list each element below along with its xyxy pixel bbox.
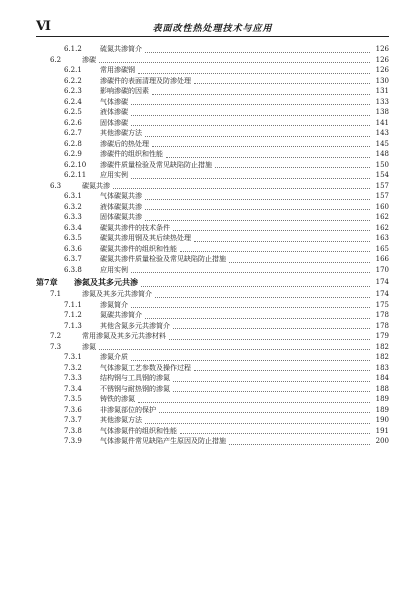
toc-entry-page: 200 [375, 437, 389, 445]
toc-section-entry [36, 342, 389, 353]
toc-subsection-entry [36, 254, 389, 265]
toc-dot-leader [145, 52, 370, 53]
toc-entry-page: 131 [375, 87, 389, 95]
toc-entry-number: 6.3.7 [64, 255, 82, 263]
toc-subsection-entry [36, 310, 389, 321]
toc-entry-page: 165 [375, 244, 389, 253]
toc-entry-title: 渗碳 [82, 55, 96, 64]
toc-entry-page: 143 [375, 129, 389, 137]
toc-entry-page: 130 [375, 76, 389, 85]
toc-entry-number: 7.3.5 [64, 395, 82, 403]
toc-entry-page: 183 [375, 363, 389, 372]
toc-dot-leader [138, 73, 370, 74]
toc-entry-page: 157 [375, 181, 389, 190]
toc-subsection-entry [36, 436, 389, 447]
toc-entry-number: 7.3.4 [64, 384, 82, 393]
toc-entry-number: 6.3.6 [64, 244, 82, 253]
toc-entry-number: 6.2.6 [64, 118, 82, 127]
toc-entry-title: 应用实例 [100, 265, 128, 274]
toc-dot-leader [155, 297, 370, 298]
toc-entry-title: 碳氮共渗件的技术条件 [100, 223, 170, 232]
toc-entry-title: 其他含氮多元共渗简介 [100, 321, 170, 330]
toc-subsection-entry [36, 160, 389, 171]
toc-entry-title: 其他渗碳方法 [100, 129, 142, 137]
toc-entry-title: 气体渗氮件的组织和性能 [100, 426, 177, 435]
toc-entry-page: 133 [375, 97, 389, 106]
toc-entry-page: 166 [375, 255, 389, 263]
toc-dot-leader [166, 157, 370, 158]
toc-dot-leader [131, 125, 370, 126]
toc-entry-number: 7.3.3 [64, 374, 82, 382]
toc-entry-number: 6.2.8 [64, 139, 82, 148]
toc-entry-page: 178 [375, 321, 389, 330]
toc-entry-title: 气体渗氮工艺参数及操作过程 [100, 363, 191, 372]
toc-entry-number: 7.1 [50, 290, 62, 298]
toc-entry-number: 6.2.3 [64, 87, 82, 95]
toc-entry-title: 碳氮共渗用钢及其后续热处理 [100, 234, 191, 242]
toc-dot-leader [145, 209, 370, 210]
toc-subsection-entry [36, 212, 389, 223]
toc-dot-leader [131, 360, 370, 361]
toc-section-entry [36, 289, 389, 300]
toc-entry-title: 应用实例 [100, 171, 128, 179]
toc-entry-title: 气体渗碳 [100, 97, 128, 106]
toc-entry-page: 179 [375, 332, 389, 340]
toc-entry-number: 6.3.4 [64, 223, 82, 232]
toc-entry-number: 第7章 [36, 277, 58, 287]
toc-dot-leader [169, 339, 370, 340]
toc-entry-number: 7.2 [50, 332, 62, 340]
toc-entry-title: 液体碳氮共渗 [100, 202, 142, 211]
table-of-contents [36, 44, 389, 447]
toc-entry-page: 170 [375, 265, 389, 274]
toc-entry-page: 175 [375, 300, 389, 309]
toc-entry-page: 157 [375, 192, 389, 200]
toc-entry-title: 液体渗碳 [100, 108, 128, 116]
toc-entry-page: 141 [375, 118, 389, 127]
toc-subsection-entry [36, 76, 389, 87]
toc-dot-leader [145, 136, 370, 137]
toc-entry-page: 182 [375, 353, 389, 361]
toc-entry-title: 渗氮 [82, 342, 96, 351]
toc-entry-title: 碳氮共渗件质量检验及常见缺陷防止措施 [100, 255, 226, 263]
toc-subsection-entry [36, 300, 389, 311]
toc-entry-title: 渗碳后的热处理 [100, 139, 149, 148]
toc-entry-number: 7.3.9 [64, 437, 82, 445]
toc-dot-leader [215, 167, 370, 168]
toc-entry-number: 7.3.8 [64, 426, 82, 435]
toc-entry-title: 非渗氮部位的保护 [100, 405, 156, 414]
toc-dot-leader [131, 272, 370, 273]
toc-subsection-entry [36, 321, 389, 332]
toc-entry-page: 160 [375, 202, 389, 211]
toc-subsection-entry [36, 107, 389, 118]
toc-entry-page: 145 [375, 139, 389, 148]
toc-entry-number: 7.3.2 [64, 363, 82, 372]
toc-subsection-entry [36, 86, 389, 97]
toc-subsection-entry [36, 415, 389, 426]
toc-entry-number: 7.3.6 [64, 405, 82, 414]
toc-entry-number: 6.3.2 [64, 202, 82, 211]
toc-dot-leader [152, 146, 370, 147]
toc-dot-leader [131, 115, 370, 116]
toc-dot-leader [173, 381, 370, 382]
toc-entry-page: 148 [375, 150, 389, 158]
toc-subsection-entry [36, 244, 389, 255]
toc-subsection-entry [36, 202, 389, 213]
toc-entry-title: 氮碳共渗简介 [100, 311, 142, 319]
toc-subsection-entry [36, 97, 389, 108]
toc-dot-leader [131, 307, 370, 308]
toc-entry-number: 7.1.3 [64, 321, 82, 330]
toc-entry-number: 6.3 [50, 181, 62, 190]
toc-subsection-entry [36, 384, 389, 395]
toc-subsection-entry [36, 128, 389, 139]
toc-dot-leader [194, 83, 370, 84]
toc-entry-number: 6.2.1 [64, 66, 82, 74]
toc-entry-page: 174 [375, 278, 389, 286]
toc-entry-number: 7.3.1 [64, 353, 82, 361]
toc-dot-leader [180, 251, 370, 252]
toc-dot-leader [159, 412, 370, 413]
toc-entry-page: 126 [375, 66, 389, 74]
toc-entry-number: 6.2.10 [64, 160, 87, 169]
toc-entry-page: 154 [375, 171, 389, 179]
toc-entry-number: 6.1.2 [64, 45, 82, 53]
toc-entry-number: 7.3 [50, 342, 62, 351]
toc-dot-leader [138, 402, 370, 403]
toc-subsection-entry [36, 405, 389, 416]
toc-subsection-entry [36, 233, 389, 244]
toc-dot-leader [194, 370, 370, 371]
toc-entry-title: 常用渗碳钢 [100, 66, 135, 74]
toc-entry-title: 气体渗氮件常见缺陷产生原因及防止措施 [100, 437, 226, 445]
page-number-roman: Ⅵ [36, 19, 51, 34]
toc-entry-page: 184 [375, 374, 389, 382]
toc-dot-leader [141, 286, 370, 287]
toc-dot-leader [229, 262, 370, 263]
toc-dot-leader [145, 199, 370, 200]
toc-entry-page: 178 [375, 311, 389, 319]
toc-subsection-entry [36, 65, 389, 76]
toc-dot-leader [180, 433, 370, 434]
toc-entry-title: 渗氮简介 [100, 300, 128, 309]
toc-dot-leader [145, 318, 370, 319]
toc-entry-number: 6.2.11 [64, 171, 87, 179]
toc-subsection-entry [36, 352, 389, 363]
toc-subsection-entry [36, 139, 389, 150]
toc-entry-title: 碳氮共渗件的组织和性能 [100, 244, 177, 253]
toc-entry-page: 162 [375, 213, 389, 221]
toc-entry-number: 6.2.5 [64, 108, 82, 116]
toc-entry-page: 150 [375, 160, 389, 169]
toc-entry-page: 126 [375, 45, 389, 53]
toc-entry-title: 其他渗氮方法 [100, 416, 142, 424]
toc-entry-number: 6.3.8 [64, 265, 82, 274]
toc-entry-number: 6.2 [50, 55, 62, 64]
toc-dot-leader [229, 444, 370, 445]
toc-dot-leader [131, 178, 370, 179]
toc-dot-leader [131, 104, 370, 105]
toc-entry-title: 渗氮及其多元共渗 [74, 277, 138, 287]
toc-dot-leader [173, 328, 370, 329]
toc-entry-page: 174 [375, 290, 389, 298]
toc-entry-number: 6.2.4 [64, 97, 82, 106]
toc-dot-leader [145, 220, 370, 221]
toc-dot-leader [145, 423, 370, 424]
toc-entry-title: 硫氮共渗简介 [100, 45, 142, 53]
toc-subsection-entry [36, 223, 389, 234]
running-title: 表面改性热处理技术与应用 [152, 24, 273, 34]
toc-dot-leader [152, 94, 370, 95]
toc-entry-number: 7.1.1 [64, 300, 82, 309]
toc-subsection-entry [36, 149, 389, 160]
toc-entry-page: 188 [375, 384, 389, 393]
toc-subsection-entry [36, 426, 389, 437]
toc-entry-number: 6.2.9 [64, 150, 82, 158]
toc-entry-number: 6.2.2 [64, 76, 82, 85]
toc-dot-leader [194, 241, 370, 242]
toc-dot-leader [173, 391, 370, 392]
toc-entry-page: 126 [375, 55, 389, 64]
toc-subsection-entry [36, 265, 389, 276]
toc-subsection-entry [36, 394, 389, 405]
toc-section-entry [36, 181, 389, 192]
toc-section-entry [36, 331, 389, 342]
toc-entry-title: 不锈钢与耐热钢的渗氮 [100, 384, 170, 393]
toc-entry-number: 7.3.7 [64, 416, 82, 424]
toc-entry-title: 固体渗碳 [100, 118, 128, 127]
toc-entry-title: 渗碳件质量检验及常见缺陷防止措施 [100, 160, 212, 169]
toc-entry-title: 气体碳氮共渗 [100, 192, 142, 200]
toc-entry-number: 7.1.2 [64, 311, 82, 319]
toc-entry-page: 191 [375, 426, 389, 435]
toc-entry-title: 渗氮及其多元共渗简介 [82, 290, 152, 298]
toc-subsection-entry [36, 118, 389, 129]
toc-entry-page: 162 [375, 223, 389, 232]
toc-entry-title: 碳氮共渗 [82, 181, 110, 190]
page-header [36, 18, 389, 37]
toc-dot-leader [99, 62, 370, 63]
toc-subsection-entry [36, 191, 389, 202]
toc-entry-number: 6.3.1 [64, 192, 82, 200]
toc-entry-title: 渗碳件的表面清理及防渗处理 [100, 76, 191, 85]
toc-entry-title: 固体碳氮共渗 [100, 213, 142, 221]
toc-subsection-entry [36, 363, 389, 374]
toc-entry-page: 182 [375, 342, 389, 351]
toc-subsection-entry [36, 44, 389, 55]
toc-subsection-entry [36, 170, 389, 181]
toc-section-entry [36, 55, 389, 66]
toc-dot-leader [173, 230, 370, 231]
toc-entry-number: 6.3.5 [64, 234, 82, 242]
toc-entry-page: 189 [375, 405, 389, 414]
toc-entry-page: 138 [375, 108, 389, 116]
toc-entry-number: 6.2.7 [64, 129, 82, 137]
toc-subsection-entry [36, 373, 389, 384]
toc-entry-title: 常用渗氮及其多元共渗材料 [82, 332, 166, 340]
toc-chapter-entry [36, 276, 389, 289]
toc-dot-leader [99, 349, 370, 350]
toc-entry-number: 6.3.3 [64, 213, 82, 221]
toc-entry-title: 结构钢与工具钢的渗氮 [100, 374, 170, 382]
toc-entry-page: 189 [375, 395, 389, 403]
toc-entry-title: 渗碳件的组织和性能 [100, 150, 163, 158]
toc-entry-title: 铸铁的渗氮 [100, 395, 135, 403]
toc-entry-page: 163 [375, 234, 389, 242]
toc-entry-page: 190 [375, 416, 389, 424]
toc-entry-title: 影响渗碳的因素 [100, 87, 149, 95]
toc-dot-leader [113, 188, 370, 189]
toc-entry-title: 渗氮介质 [100, 353, 128, 361]
